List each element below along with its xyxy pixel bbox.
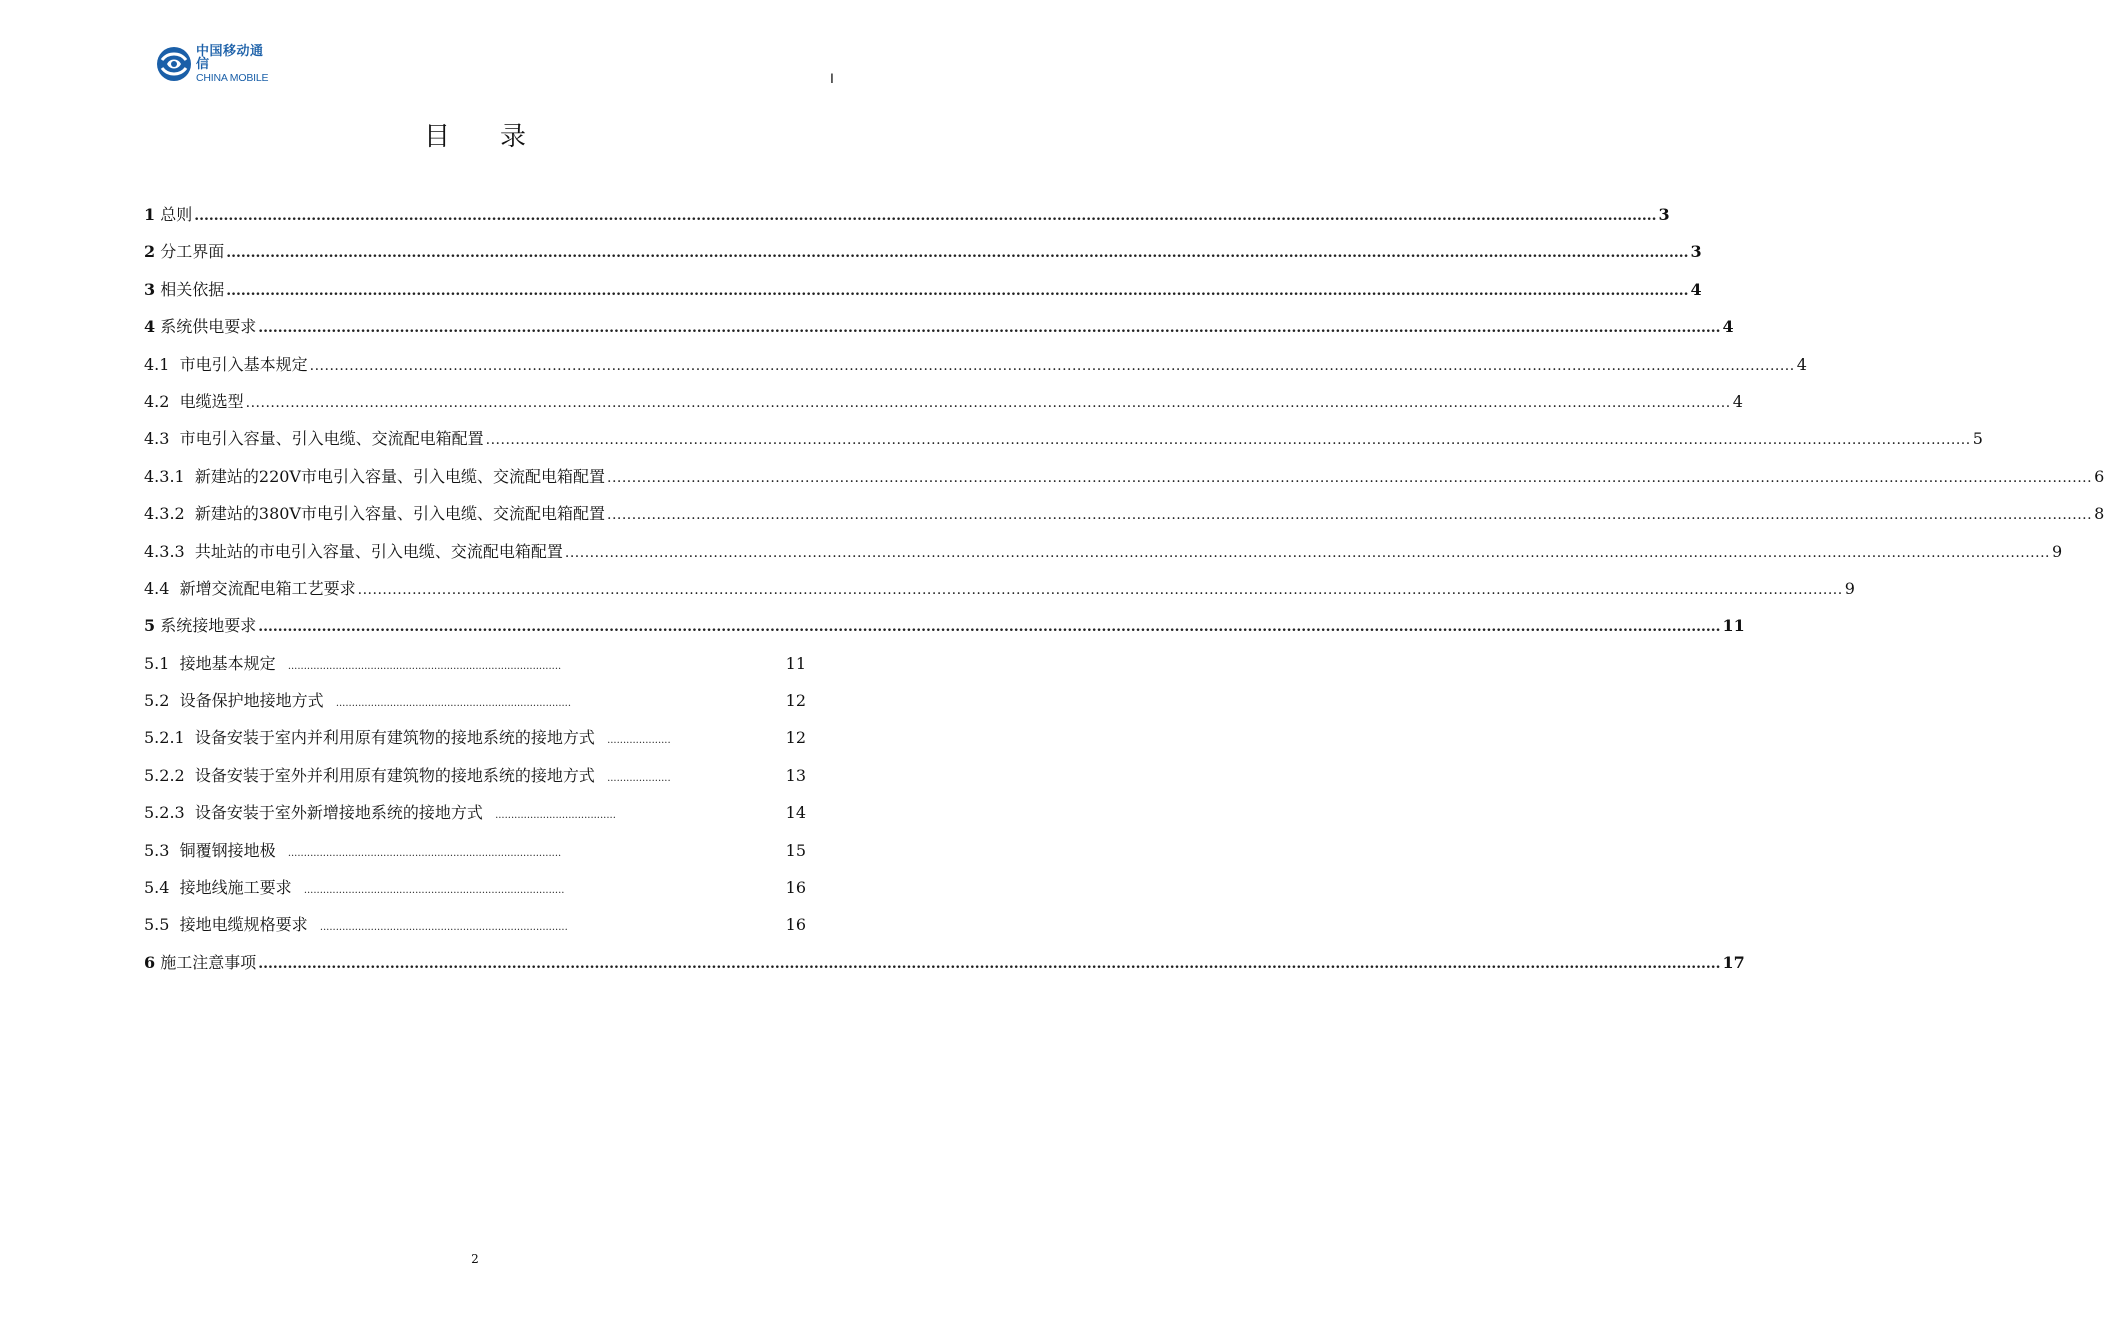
toc-entry-label — [144, 277, 224, 300]
toc-entry-page: 12 — [785, 691, 806, 711]
toc-entry-label — [144, 576, 356, 599]
toc-entry-page: 15 — [785, 840, 806, 860]
toc-entry[interactable] — [144, 651, 806, 688]
toc-entry-page: 12 — [785, 728, 806, 748]
toc-entry-page: 4 — [1796, 354, 1807, 374]
toc-entry-page: 13 — [785, 765, 806, 785]
toc-entry-label — [144, 950, 256, 973]
table-of-contents — [144, 202, 2104, 987]
toc-entry-label — [144, 389, 244, 412]
toc-entry-page: 9 — [1844, 578, 1855, 598]
toc-entry-text: 铜覆钢接地极 — [179, 840, 276, 860]
toc-entry[interactable] — [144, 576, 1855, 613]
toc-entry-label — [144, 763, 595, 786]
toc-entry-number: 4.3.1 — [144, 466, 185, 486]
toc-entry-page: 6 — [2094, 466, 2104, 486]
toc-entry[interactable] — [144, 613, 1745, 650]
toc-entry-leader: .................... — [607, 772, 671, 784]
toc-entry-text: 设备安装于室外新增接地系统的接地方式 — [194, 803, 483, 823]
toc-entry-page: 17 — [1722, 952, 1745, 972]
toc-entry[interactable] — [144, 725, 806, 762]
toc-entry-label — [144, 875, 292, 898]
toc-entry[interactable] — [144, 838, 806, 875]
toc-entry-text: 设备安装于室外并利用原有建筑物的接地系统的接地方式 — [194, 765, 595, 785]
toc-entry-label — [144, 314, 256, 337]
toc-entry-leader: ............................................................................................................................................................................................................................................................................................................ — [258, 955, 1721, 972]
toc-entry-label — [144, 800, 483, 823]
toc-entry-page: 8 — [2094, 504, 2104, 524]
toc-entry-label — [144, 239, 224, 262]
toc-entry-number: 5.5 — [144, 915, 170, 935]
toc-entry-number: 5.1 — [144, 653, 170, 673]
toc-entry-number: 5.2.1 — [144, 728, 185, 748]
toc-entry-number: 4.3.2 — [144, 504, 185, 524]
toc-entry-page: 4 — [1722, 317, 1734, 337]
toc-entry-label — [144, 426, 484, 449]
toc-entry-leader: ............................................................................................................................................................................................................................................................................................................ — [258, 619, 1721, 636]
toc-entry-number: 1 — [144, 205, 156, 224]
toc-entry-text: 市电引入基本规定 — [179, 354, 308, 374]
toc-entry-leader: ...................................................................................... — [287, 847, 562, 859]
toc-entry-number: 2 — [144, 242, 156, 262]
toc-entry-number: 4 — [144, 317, 156, 337]
toc-entry-label — [144, 539, 563, 562]
toc-entry-page: 5 — [1972, 429, 1983, 449]
toc-entry-number: 4.3 — [144, 429, 170, 449]
toc-entry-page: 4 — [1732, 391, 1743, 411]
header-mark: I — [830, 70, 834, 86]
toc-entry-text: 系统供电要求 — [160, 317, 257, 337]
toc-entry-number: 4.3.3 — [144, 541, 185, 561]
toc-entry-leader: ............................................................................................................................................................................................................................................................................................................ — [258, 320, 1721, 337]
toc-entry-text: 电缆选型 — [179, 391, 244, 411]
toc-entry-text: 新增交流配电箱工艺要求 — [179, 578, 356, 598]
toc-entry-leader: ............................................................................................................................................................................................................................................................................................................ — [245, 394, 1731, 411]
toc-entry-leader: ............................................................................................................................................................................................................................................................................................................ — [607, 469, 2093, 486]
toc-entry-label — [144, 352, 308, 375]
toc-entry-page: 14 — [785, 803, 806, 823]
toc-entry-leader: .................................................................................. — [303, 885, 565, 897]
toc-entry-text: 总则 — [160, 205, 193, 224]
toc-entry-number: 4.1 — [144, 354, 170, 374]
toc-entry-page: 4 — [1690, 279, 1702, 299]
toc-entry-text: 新建站的220V市电引入容量、引入电缆、交流配电箱配置 — [194, 466, 605, 486]
toc-entry-text: 新建站的380V市电引入容量、引入电缆、交流配电箱配置 — [194, 504, 605, 524]
toc-entry-leader: ...................................... — [495, 810, 616, 822]
toc-entry[interactable] — [144, 314, 1734, 351]
toc-entry[interactable] — [144, 426, 1983, 463]
toc-entry-leader: .......................................................................... — [335, 698, 572, 710]
toc-entry-page: 16 — [785, 915, 806, 935]
toc-entry-number: 5.4 — [144, 878, 170, 898]
china-mobile-logo-icon — [156, 46, 192, 82]
toc-entry-label — [144, 501, 605, 524]
toc-entry[interactable] — [144, 277, 1702, 314]
toc-entry-text: 共址站的市电引入容量、引入电缆、交流配电箱配置 — [194, 541, 563, 561]
toc-entry-text: 设备保护地接地方式 — [179, 691, 324, 711]
toc-entry[interactable] — [144, 539, 2063, 576]
toc-entry-text: 接地电缆规格要求 — [179, 915, 308, 935]
toc-entry[interactable] — [144, 875, 806, 912]
toc-entry-leader: ............................................................................................................................................................................................................................................................................................................ — [607, 507, 2093, 524]
toc-entry-leader: ............................................................................................................................................................................................................................................................................................................ — [485, 432, 1971, 449]
toc-entry-label — [144, 838, 276, 861]
toc-entry-leader: ...................................................................................... — [287, 660, 562, 672]
toc-entry-number: 5.3 — [144, 840, 170, 860]
toc-entry-text: 市电引入容量、引入电缆、交流配电箱配置 — [179, 429, 484, 449]
toc-entry-page: 3 — [1658, 205, 1670, 224]
toc-entry-page: 16 — [785, 878, 806, 898]
toc-entry-leader: .................... — [607, 735, 671, 747]
toc-entry[interactable] — [144, 464, 2104, 501]
china-mobile-logo — [156, 43, 276, 85]
toc-entry-leader: .............................................................................. — [319, 922, 568, 934]
toc-entry-number: 4.2 — [144, 391, 170, 411]
toc-entry-text: 接地基本规定 — [179, 653, 276, 673]
toc-entry[interactable] — [144, 912, 806, 949]
toc-entry-text: 系统接地要求 — [160, 616, 257, 636]
toc-entry-text: 接地线施工要求 — [179, 878, 292, 898]
toc-entry[interactable] — [144, 688, 806, 725]
toc-entry-number: 6 — [144, 952, 156, 972]
toc-entry-leader: ............................................................................................................................................................................................................................................................................................................ — [357, 581, 1843, 598]
logo-chinese-text: 中国移动通信 — [196, 43, 264, 72]
toc-entry-number: 3 — [144, 279, 156, 299]
toc-entry[interactable] — [144, 352, 1807, 389]
toc-entry-number: 4.4 — [144, 578, 170, 598]
toc-entry-label — [144, 202, 192, 225]
toc-entry[interactable] — [144, 800, 806, 837]
toc-entry-label — [144, 651, 276, 674]
toc-entry[interactable] — [144, 239, 1702, 276]
toc-entry[interactable] — [144, 202, 1670, 239]
toc-entry-number: 5.2.2 — [144, 765, 185, 785]
toc-entry-number: 5.2 — [144, 691, 170, 711]
toc-entry[interactable] — [144, 950, 1745, 987]
toc-entry-text: 设备安装于室内并利用原有建筑物的接地系统的接地方式 — [194, 728, 595, 748]
toc-entry-text: 施工注意事项 — [160, 952, 257, 972]
toc-entry-page: 9 — [2051, 541, 2063, 561]
logo-english-text: CHINA MOBILE — [196, 72, 269, 85]
page-number: 2 — [471, 1252, 479, 1266]
toc-entry-label — [144, 725, 595, 748]
toc-entry-label — [144, 613, 256, 636]
toc-entry-leader: ............................................................................................................................................................................................................................................................................................................ — [564, 544, 2050, 561]
toc-entry-label — [144, 688, 324, 711]
toc-entry-label — [144, 464, 605, 487]
toc-entry-number: 5.2.3 — [144, 803, 185, 823]
toc-entry-leader: ............................................................................................................................................................................................................................................................................................................ — [226, 282, 1689, 299]
toc-entry-text: 分工界面 — [160, 242, 225, 262]
toc-entry[interactable] — [144, 763, 806, 800]
toc-entry-leader: ............................................................................................................................................................................................................................................................................................................ — [194, 208, 1657, 224]
toc-entry-page: 11 — [785, 653, 806, 673]
toc-entry-label — [144, 912, 308, 935]
toc-entry-number: 5 — [144, 616, 156, 636]
toc-entry-leader: ............................................................................................................................................................................................................................................................................................................ — [226, 245, 1689, 262]
toc-entry[interactable] — [144, 389, 1743, 426]
toc-entry-page: 3 — [1690, 242, 1702, 262]
toc-title: 目录 — [423, 122, 576, 152]
toc-entry-leader: ............................................................................................................................................................................................................................................................................................................ — [309, 357, 1795, 374]
toc-entry-text: 相关依据 — [160, 279, 225, 299]
toc-entry[interactable] — [144, 501, 2104, 538]
toc-entry-page: 11 — [1722, 616, 1745, 636]
